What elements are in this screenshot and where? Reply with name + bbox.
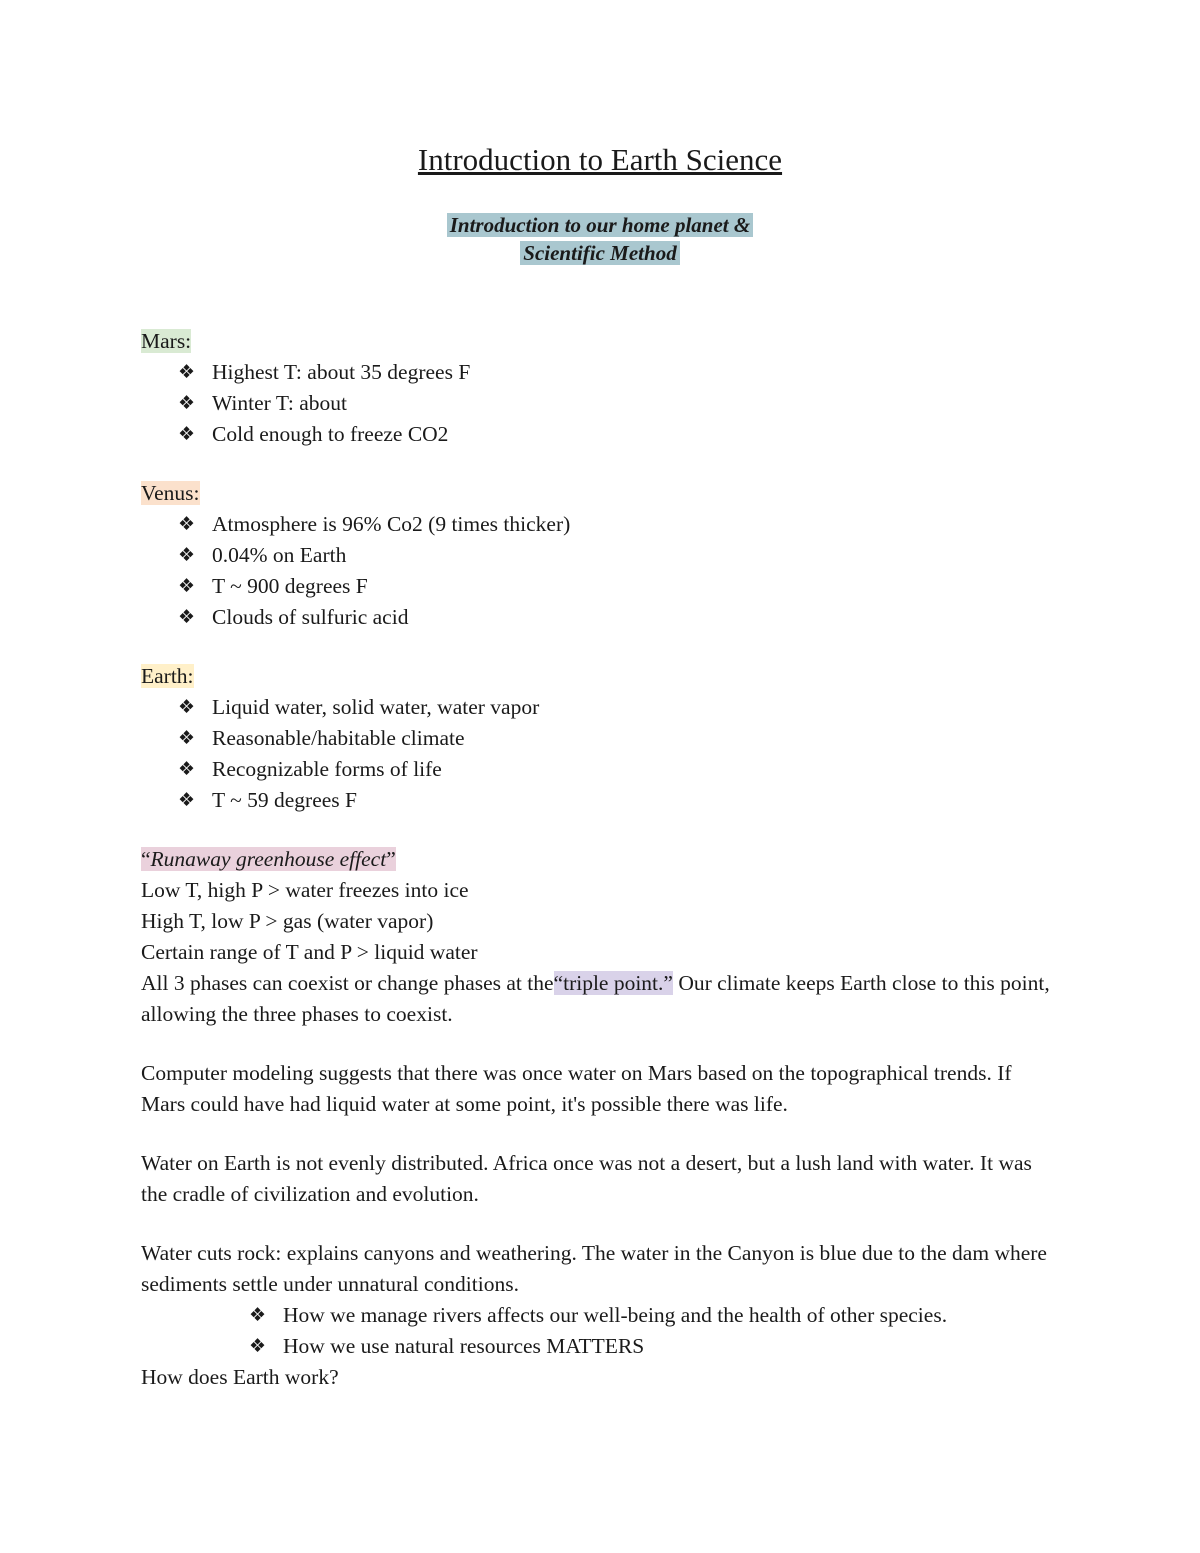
venus-list bbox=[141, 509, 1061, 633]
closing-question: How does Earth work? bbox=[141, 1365, 339, 1389]
runaway-heading bbox=[141, 844, 1061, 875]
list-item bbox=[249, 1300, 1061, 1331]
triple-point-text-before: All 3 phases can coexist or change phases at the bbox=[141, 971, 554, 995]
open-quote: “ bbox=[141, 847, 151, 871]
diamond-bullet-icon: ❖ bbox=[178, 544, 196, 566]
diamond-bullet-icon: ❖ bbox=[178, 361, 196, 383]
list-item bbox=[178, 723, 1061, 754]
phase-line-2: High T, low P > gas (water vapor) bbox=[141, 909, 434, 933]
list-item-text: How we use natural resources MATTERS bbox=[283, 1334, 645, 1358]
mars-heading: Mars: bbox=[141, 329, 192, 353]
close-quote: ” bbox=[386, 847, 396, 871]
list-item-text: T ~ 59 degrees F bbox=[212, 788, 357, 812]
triple-point-text-after: Our climate keeps Earth close to this point, allowing the three phases to coexist. bbox=[141, 971, 1050, 1026]
diamond-bullet-icon: ❖ bbox=[178, 423, 196, 445]
venus-heading: Venus: bbox=[141, 481, 200, 505]
diamond-bullet-icon: ❖ bbox=[178, 696, 196, 718]
list-item-text: Recognizable forms of life bbox=[212, 757, 442, 781]
diamond-bullet-icon: ❖ bbox=[178, 575, 196, 597]
list-item bbox=[249, 1331, 1061, 1362]
diamond-bullet-icon: ❖ bbox=[178, 513, 196, 535]
mars-list bbox=[141, 357, 1061, 450]
earth-list bbox=[141, 692, 1061, 816]
phase-line-3: Certain range of T and P > liquid water bbox=[141, 940, 478, 964]
list-item bbox=[178, 388, 1061, 419]
list-item bbox=[178, 509, 1061, 540]
list-item bbox=[178, 785, 1061, 816]
list-item-text: Cold enough to freeze CO2 bbox=[212, 422, 449, 446]
runaway-phrase: Runaway greenhouse effect bbox=[150, 847, 387, 871]
triple-point-highlight: “triple point.” bbox=[553, 971, 673, 995]
diamond-bullet-icon: ❖ bbox=[249, 1335, 267, 1357]
phase-line-1: Low T, high P > water freezes into ice bbox=[141, 878, 469, 902]
list-item-text: Liquid water, solid water, water vapor bbox=[212, 695, 540, 719]
list-item-text: How we manage rivers affects our well-being and the health of other species. bbox=[283, 1303, 948, 1327]
modeling-paragraph: Computer modeling suggests that there was once water on Mars based on the topographical trends. If Mars could have had liquid water at some point, it's possible there was life. bbox=[141, 1061, 1012, 1116]
list-item-text: Clouds of sulfuric acid bbox=[212, 605, 409, 629]
list-item bbox=[178, 419, 1061, 450]
list-item bbox=[178, 571, 1061, 602]
list-item-text: Reasonable/habitable climate bbox=[212, 726, 465, 750]
triple-point-paragraph bbox=[141, 968, 1061, 1030]
diamond-bullet-icon: ❖ bbox=[178, 789, 196, 811]
earth-heading: Earth: bbox=[141, 664, 194, 688]
list-item bbox=[178, 602, 1061, 633]
diamond-bullet-icon: ❖ bbox=[178, 727, 196, 749]
list-item-text: Atmosphere is 96% Co2 (9 times thicker) bbox=[212, 512, 571, 536]
diamond-bullet-icon: ❖ bbox=[178, 758, 196, 780]
subtitle-line-1: Introduction to our home planet & bbox=[447, 213, 753, 237]
subtitle-line-2: Scientific Method bbox=[520, 241, 679, 265]
diamond-bullet-icon: ❖ bbox=[178, 392, 196, 414]
list-item bbox=[178, 357, 1061, 388]
canyon-list bbox=[141, 1300, 1061, 1362]
diamond-bullet-icon: ❖ bbox=[178, 606, 196, 628]
canyon-paragraph: Water cuts rock: explains canyons and weathering. The water in the Canyon is blue due to the dam where sediments settle under unnatural conditions. bbox=[141, 1241, 1047, 1296]
list-item bbox=[178, 692, 1061, 723]
document-body bbox=[141, 326, 1061, 1393]
list-item-text: Highest T: about 35 degrees F bbox=[212, 360, 471, 384]
list-item-text: Winter T: about bbox=[212, 391, 347, 415]
diamond-bullet-icon: ❖ bbox=[249, 1304, 267, 1326]
africa-paragraph: Water on Earth is not evenly distributed. Africa once was not a desert, but a lush land with water. It was the cradle of civilization and evolution. bbox=[141, 1151, 1032, 1206]
list-item-text: 0.04% on Earth bbox=[212, 543, 347, 567]
subtitle bbox=[0, 211, 1200, 267]
list-item bbox=[178, 540, 1061, 571]
page-title: Introduction to Earth Science bbox=[417, 142, 783, 177]
list-item-text: T ~ 900 degrees F bbox=[212, 574, 368, 598]
list-item bbox=[178, 754, 1061, 785]
